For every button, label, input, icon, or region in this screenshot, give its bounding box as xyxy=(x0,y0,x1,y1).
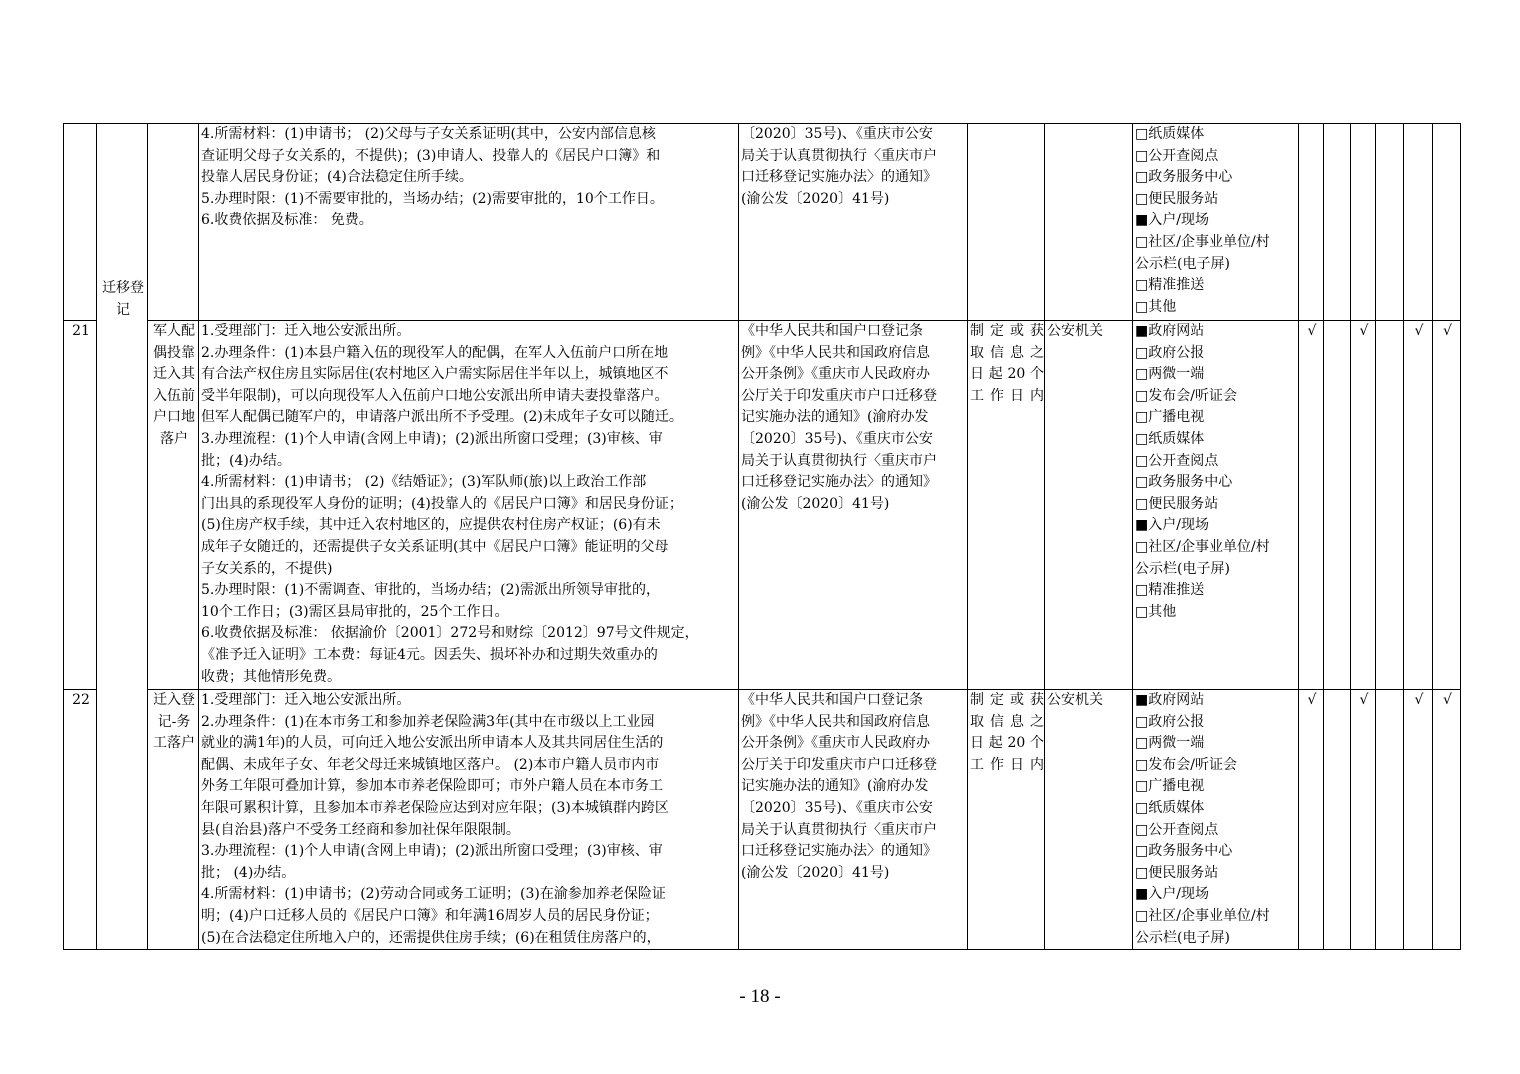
basis-line: 口迁移登记实施办法〉的通知》 xyxy=(741,169,937,186)
table-row-continued xyxy=(64,124,1461,321)
content-line: 查证明父母子女关系的，不提供)；(3)申请人、投靠人的《居民户口簿》和 xyxy=(201,147,661,164)
row-number-cell xyxy=(64,124,97,321)
content-cell xyxy=(199,124,739,321)
page-number: - 18 - xyxy=(739,986,781,1007)
channel-cell xyxy=(1133,690,1299,950)
check-mark-cell xyxy=(1324,690,1351,950)
public-info-table xyxy=(63,123,1461,950)
check-mark-cell: √ xyxy=(1299,321,1324,690)
channel-item: □政府公报 xyxy=(1135,344,1205,361)
channel-item: □便民服务站 xyxy=(1135,190,1219,207)
content-line: 4.所需材料：(1)申请书； (2)父母与子女关系证明(其中，公安内部信息核 xyxy=(201,126,656,142)
item-name-cell xyxy=(148,321,199,690)
content-line: 3.办理流程：(1)个人申请(含网上申请)；(2)派出所窗口受理；(3)审核、审 xyxy=(201,430,663,447)
basis-line: 〔2020〕35号)、《重庆市公安 xyxy=(741,430,933,447)
time-limit-line: 制定或获 xyxy=(970,323,1044,339)
content-line: 5.办理时限：(1)不需要审批的，当场办结；(2)需要审批的，10个工作日。 xyxy=(201,190,664,207)
basis-line: 〔2020〕35号)、《重庆市公安 xyxy=(741,799,933,816)
channel-item: □政务服务中心 xyxy=(1135,169,1233,186)
basis-line: 例》《中华人民共和国政府信息 xyxy=(741,344,930,361)
content-line: 子女关系的，不提供) xyxy=(201,560,333,577)
basis-line: 公开条例》《重庆市人民政府办 xyxy=(741,735,930,752)
channel-item: 公示栏(电子屏) xyxy=(1135,560,1230,577)
content-line: 收费；其他情形免费。 xyxy=(201,668,341,685)
table-row xyxy=(64,690,1461,950)
time-limit-cell xyxy=(968,690,1045,950)
channel-item: □政府公报 xyxy=(1135,713,1205,730)
row-number-cell: 21 xyxy=(64,321,97,690)
check-mark-cell: √ xyxy=(1404,321,1433,690)
check-mark-cell: √ xyxy=(1299,690,1324,950)
channel-item: □社区/企事业单位/村 xyxy=(1135,907,1270,924)
content-line: 4.所需材料：(1)申请书； (2)《结婚证》；(3)军队师(旅)以上政治工作部 xyxy=(201,474,647,491)
channel-cell xyxy=(1133,321,1299,690)
time-limit-line: 日起20个 xyxy=(970,735,1044,752)
category-cell xyxy=(97,124,148,950)
basis-line: (渝公发〔2020〕41号) xyxy=(741,190,890,207)
item-name-line: 入伍前 xyxy=(153,387,195,404)
content-line: 门出具的系现役军人身份的证明；(4)投靠人的《居民户口簿》和居民身份证； xyxy=(201,495,683,512)
channel-item: □社区/企事业单位/村 xyxy=(1135,538,1270,555)
basis-line: 例》《中华人民共和国政府信息 xyxy=(741,713,930,730)
subject-cell: 公安机关 xyxy=(1045,690,1133,950)
channel-item: □社区/企事业单位/村 xyxy=(1135,233,1270,250)
content-line: (5)在合法稳定住所地入户的，还需提供住房手续；(6)在租赁住房落户的， xyxy=(201,929,661,946)
content-line: 配偶、未成年子女、年老父母迁来城镇地区落户。 (2)本市户籍人员市内市 xyxy=(201,756,660,773)
item-name-line: 军人配 xyxy=(153,323,195,339)
category-label-line: 记 xyxy=(116,301,130,318)
mark-cell xyxy=(1324,124,1351,321)
channel-item: □其他 xyxy=(1135,298,1177,315)
channel-item: □精准推送 xyxy=(1135,277,1205,294)
time-limit-line: 日起20个 xyxy=(970,366,1044,383)
check-mark-cell xyxy=(1376,321,1404,690)
channel-item: □便民服务站 xyxy=(1135,864,1219,881)
basis-cell xyxy=(739,321,968,690)
channel-item: □政务服务中心 xyxy=(1135,474,1233,491)
content-line: 10个工作日；(3)需区县局审批的，25个工作日。 xyxy=(201,603,509,620)
basis-line: 局关于认真贯彻执行〈重庆市户 xyxy=(741,452,937,469)
channel-cell xyxy=(1133,124,1299,321)
item-name-line: 偶投靠 xyxy=(153,344,195,361)
channel-item: □公开查阅点 xyxy=(1135,147,1219,164)
subject-cell: 公安机关 xyxy=(1045,321,1133,690)
channel-item: □纸质媒体 xyxy=(1135,126,1205,142)
content-line: 明；(4)户口迁移人员的《居民户口簿》和年满16周岁人员的居民身份证； xyxy=(201,907,659,924)
content-line: 5.办理时限：(1)不需调查、审批的，当场办结；(2)需派出所领导审批的， xyxy=(201,582,661,599)
content-line: 6.收费依据及标准： 依据渝价〔2001〕272号和财综〔2012〕97号文件规定， xyxy=(201,625,699,642)
channel-item: □纸质媒体 xyxy=(1135,430,1205,447)
basis-line: (渝公发〔2020〕41号) xyxy=(741,495,890,512)
channel-item: □广播电视 xyxy=(1135,778,1205,795)
item-name-line: 户口地 xyxy=(153,409,195,426)
time-limit-cell xyxy=(968,124,1045,321)
basis-line: 局关于认真贯彻执行〈重庆市户 xyxy=(741,821,937,838)
channel-item: □发布会/听证会 xyxy=(1135,387,1237,404)
channel-item: □两微一端 xyxy=(1135,735,1205,752)
content-line: 3.办理流程：(1)个人申请(含网上申请)；(2)派出所窗口受理；(3)审核、审 xyxy=(201,843,663,860)
check-mark-cell: √ xyxy=(1433,690,1461,950)
item-name-line: 迁入其 xyxy=(153,366,195,383)
channel-item: ■入户/现场 xyxy=(1135,517,1209,534)
basis-line: 公开条例》《重庆市人民政府办 xyxy=(741,366,930,383)
basis-line: 《中华人民共和国户口登记条 xyxy=(741,692,923,708)
mark-cell xyxy=(1351,124,1376,321)
channel-item: □两微一端 xyxy=(1135,366,1205,383)
check-mark-cell xyxy=(1324,321,1351,690)
channel-item: ■入户/现场 xyxy=(1135,212,1209,229)
category-label-line: 迁移登 xyxy=(102,280,144,296)
content-line: 就业的满1年)的人员，可向迁入地公安派出所申请本人及其共同居住生活的 xyxy=(201,735,664,752)
channel-item: □广播电视 xyxy=(1135,409,1205,426)
basis-line: 《中华人民共和国户口登记条 xyxy=(741,323,923,339)
basis-cell xyxy=(739,124,968,321)
content-line: (5)住房产权手续，其中迁入农村地区的，应提供农村住房产权证；(6)有未 xyxy=(201,517,661,534)
item-name-line: 迁入登 xyxy=(153,692,195,708)
basis-line: (渝公发〔2020〕41号) xyxy=(741,864,890,881)
time-limit-cell xyxy=(968,321,1045,690)
channel-item: □公开查阅点 xyxy=(1135,452,1219,469)
content-line: 有合法产权住房且实际居住(农村地区入户需实际居住半年以上，城镇地区不 xyxy=(201,366,669,383)
basis-cell xyxy=(739,690,968,950)
content-cell xyxy=(199,321,739,690)
subject-cell xyxy=(1045,124,1133,321)
time-limit-line: 制定或获 xyxy=(970,692,1044,708)
mark-cell xyxy=(1299,124,1324,321)
item-name-line: 落户 xyxy=(160,430,188,447)
channel-item: □便民服务站 xyxy=(1135,495,1219,512)
content-line: 1.受理部门：迁入地公安派出所。 xyxy=(201,323,411,339)
channel-item: □政务服务中心 xyxy=(1135,843,1233,860)
check-mark-cell: √ xyxy=(1351,321,1376,690)
row-number-cell: 22 xyxy=(64,690,97,950)
content-cell xyxy=(199,690,739,950)
channel-item: □精准推送 xyxy=(1135,582,1205,599)
content-line: 批；(4)办结。 xyxy=(201,452,291,469)
content-line: 6.收费依据及标准： 免费。 xyxy=(201,212,373,229)
time-limit-line: 工作日内 xyxy=(970,387,1044,404)
basis-line: 口迁移登记实施办法〉的通知》 xyxy=(741,474,937,491)
basis-line: 局关于认真贯彻执行〈重庆市户 xyxy=(741,147,937,164)
item-name-line: 记-务 xyxy=(157,713,191,730)
content-line: 批； (4)办结。 xyxy=(201,864,296,881)
basis-line: 〔2020〕35号)、《重庆市公安 xyxy=(741,126,933,142)
content-line: 投靠人居民身份证；(4)合法稳定住所手续。 xyxy=(201,169,473,186)
basis-line: 记实施办法的通知》(渝府办发 xyxy=(741,778,929,795)
basis-line: 口迁移登记实施办法〉的通知》 xyxy=(741,843,937,860)
content-line: 但军人配偶已随军户的，申请落户派出所不予受理。(2)未成年子女可以随迁。 xyxy=(201,409,683,426)
channel-item: ■政府网站 xyxy=(1135,323,1205,339)
content-line: 年限可累积计算，且参加本市养老保险应达到对应年限；(3)本城镇群内跨区 xyxy=(201,799,669,816)
channel-item: □其他 xyxy=(1135,603,1177,620)
check-mark-cell: √ xyxy=(1404,690,1433,950)
basis-line: 记实施办法的通知》(渝府办发 xyxy=(741,409,929,426)
content-line: 《准予迁入证明》工本费：每证4元。因丢失、损坏补办和过期失效重办的 xyxy=(201,646,658,663)
channel-item: □纸质媒体 xyxy=(1135,799,1205,816)
content-line: 成年子女随迁的，还需提供子女关系证明(其中《居民户口簿》能证明的父母 xyxy=(201,538,669,555)
item-name-cell xyxy=(148,124,199,321)
time-limit-line: 工作日内 xyxy=(970,756,1044,773)
content-line: 受半年限制)，可以向现役军人入伍前户口地公安派出所申请夫妻投靠落户。 xyxy=(201,387,669,404)
time-limit-line: 取信息之 xyxy=(970,713,1044,730)
channel-item: 公示栏(电子屏) xyxy=(1135,929,1230,946)
mark-cell xyxy=(1404,124,1433,321)
item-name-line: 工落户 xyxy=(153,735,195,752)
check-mark-cell: √ xyxy=(1433,321,1461,690)
channel-item: ■政府网站 xyxy=(1135,692,1205,708)
item-name-cell xyxy=(148,690,199,950)
channel-item: □公开查阅点 xyxy=(1135,821,1219,838)
mark-cell xyxy=(1433,124,1461,321)
content-line: 4.所需材料：(1)申请书；(2)劳动合同或务工证明；(3)在渝参加养老保险证 xyxy=(201,886,666,903)
basis-line: 公厅关于印发重庆市户口迁移登 xyxy=(741,387,937,404)
content-line: 2.办理条件：(1)本县户籍入伍的现役军人的配偶，在军人入伍前户口所在地 xyxy=(201,344,669,361)
mark-cell xyxy=(1376,124,1404,321)
channel-item: ■入户/现场 xyxy=(1135,886,1209,903)
channel-item: □发布会/听证会 xyxy=(1135,756,1237,773)
content-line: 2.办理条件：(1)在本市务工和参加养老保险满3年(其中在市级以上工业园 xyxy=(201,713,655,730)
check-mark-cell: √ xyxy=(1351,690,1376,950)
check-mark-cell xyxy=(1376,690,1404,950)
content-line: 1.受理部门：迁入地公安派出所。 xyxy=(201,692,411,708)
content-line: 外务工年限可叠加计算，参加本市养老保险即可；市外户籍人员在本市务工 xyxy=(201,778,663,795)
channel-item: 公示栏(电子屏) xyxy=(1135,255,1230,272)
time-limit-line: 取信息之 xyxy=(970,344,1044,361)
content-line: 县(自治县)落户不受务工经商和参加社保年限限制。 xyxy=(201,821,520,838)
table-row xyxy=(64,321,1461,690)
basis-line: 公厅关于印发重庆市户口迁移登 xyxy=(741,756,937,773)
